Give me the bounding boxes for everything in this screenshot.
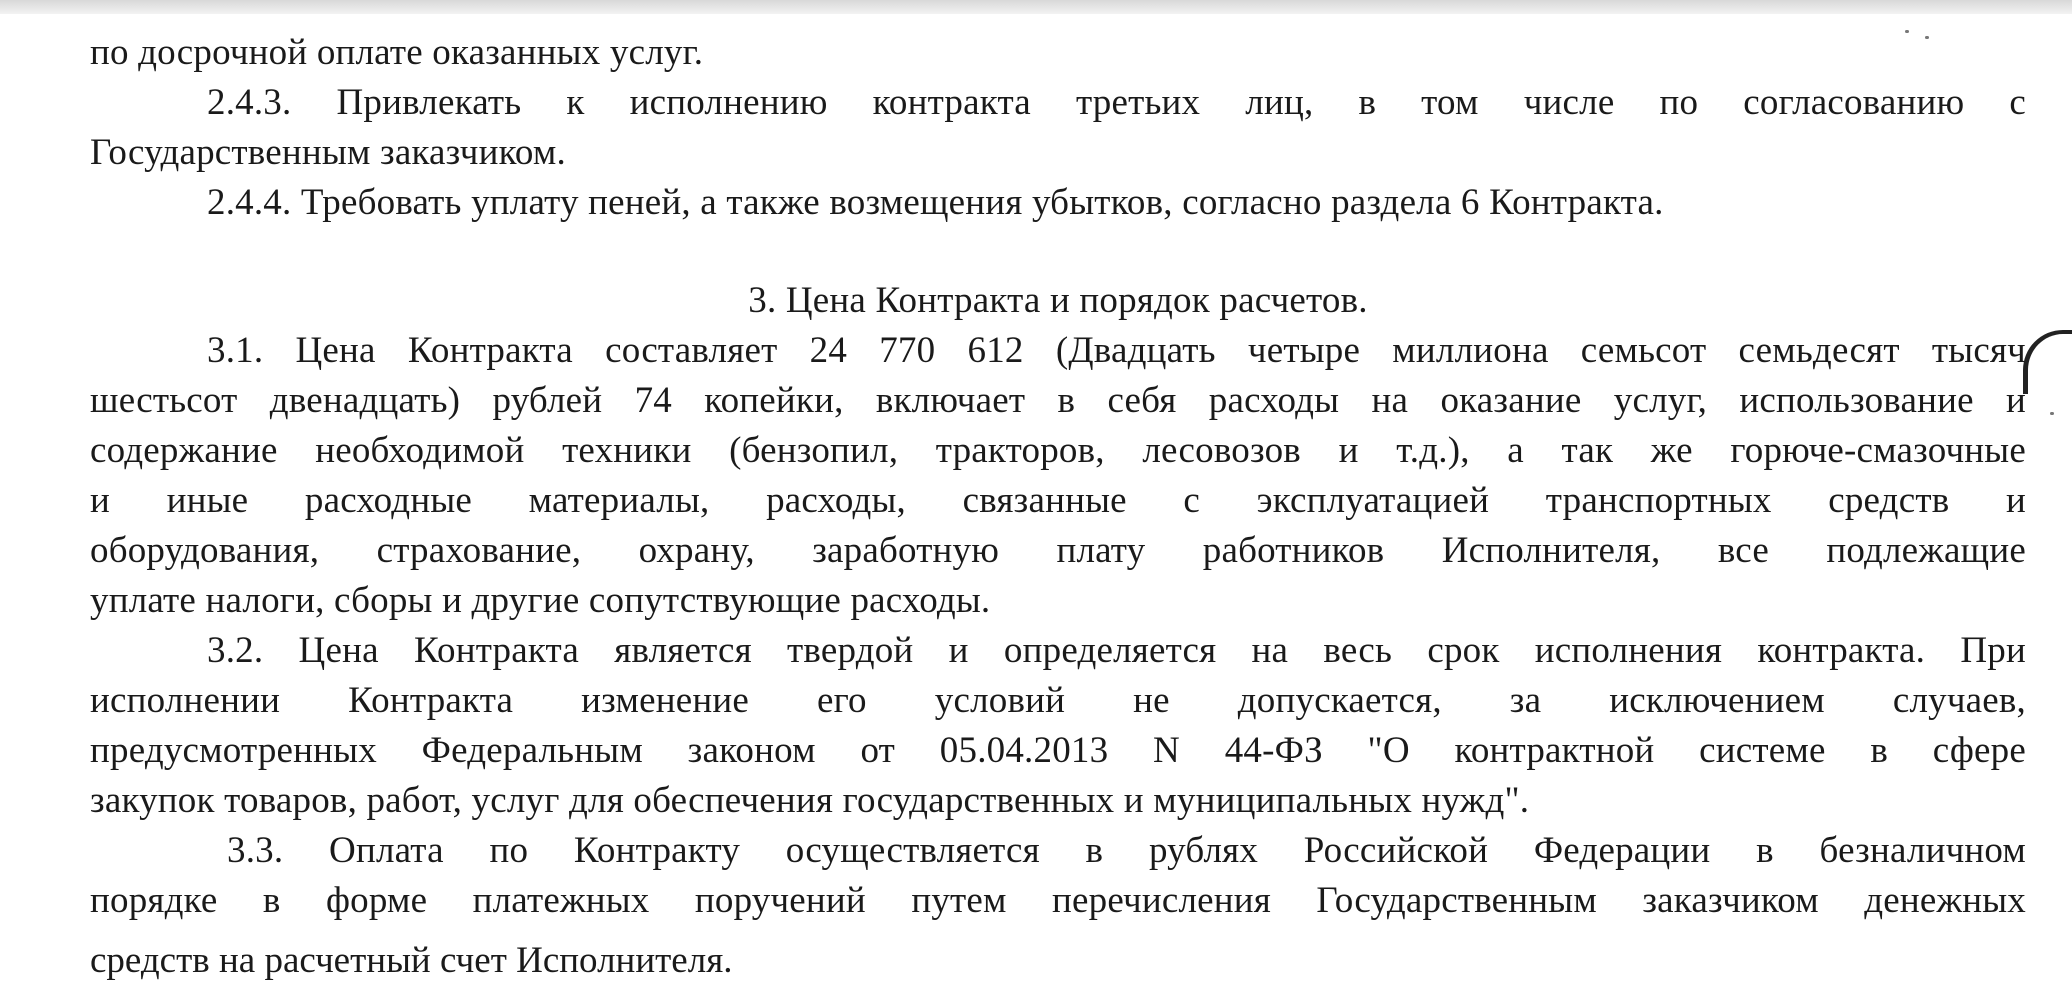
- scan-speck: [1925, 36, 1929, 39]
- scan-speck: [1905, 30, 1909, 33]
- text-line-10: оборудования, страхование, охрану, заработную плату работников Исполнителя, все подлежащие: [90, 530, 2026, 571]
- text-line-8: содержание необходимой техники (бензопил, тракторов, лесовозов и т.д.), а так же горюче-смазочные: [90, 430, 2026, 471]
- document-page: [90, 28, 2026, 926]
- clause-3-1: 3.1. Цена Контракта составляет 24 770 612 (Двадцать четыре миллиона семьсот семьдесят тысяч: [207, 330, 2026, 371]
- clause-3-3: 3.3. Оплата по Контракту осуществляется в рублях Российской Федерации в безналичном: [227, 830, 2026, 871]
- scan-speck: [2050, 412, 2054, 415]
- text-line-15: закупок товаров, работ, услуг для обеспечения государственных и муниципальных нужд".: [90, 780, 1530, 821]
- clause-2-4-3: 2.4.3. Привлекать к исполнению контракта третьих лиц, в том числе по согласованию с: [207, 82, 2026, 123]
- clause-2-4-4: 2.4.4. Требовать уплату пеней, а также возмещения убытков, согласно раздела 6 Контракта.: [207, 182, 1664, 223]
- clause-3-2: 3.2. Цена Контракта является твердой и определяется на весь срок исполнения контракта. При: [207, 630, 2026, 671]
- text-line-7: шестьсот двенадцать) рублей 74 копейки, включает в себя расходы на оказание услуг, использование и: [90, 380, 2026, 421]
- page-edge-curl: [2023, 330, 2072, 394]
- section-3-heading: 3. Цена Контракта и порядок расчетов.: [748, 280, 1368, 321]
- text-line-11: уплате налоги, сборы и другие сопутствующие расходы.: [90, 580, 991, 621]
- section-spacer: [90, 228, 2026, 276]
- cut-off-bottom-line: средств на расчетный счет Исполнителя.: [90, 940, 733, 981]
- scan-top-edge: [0, 0, 2072, 14]
- text-line-14: предусмотренных Федеральным законом от 05.04.2013 N 44-ФЗ "О контрактной системе в сфере: [90, 730, 2026, 771]
- text-line-17: порядке в форме платежных поручений путем перечисления Государственным заказчиком денежных: [90, 880, 2026, 921]
- text-line-1: по досрочной оплате оказанных услуг.: [90, 32, 704, 73]
- text-line-9: и иные расходные материалы, расходы, связанные с эксплуатацией транспортных средств и: [90, 480, 2026, 521]
- text-line-13: исполнении Контракта изменение его условий не допускается, за исключением случаев,: [90, 680, 2026, 721]
- text-line-3: Государственным заказчиком.: [90, 132, 566, 173]
